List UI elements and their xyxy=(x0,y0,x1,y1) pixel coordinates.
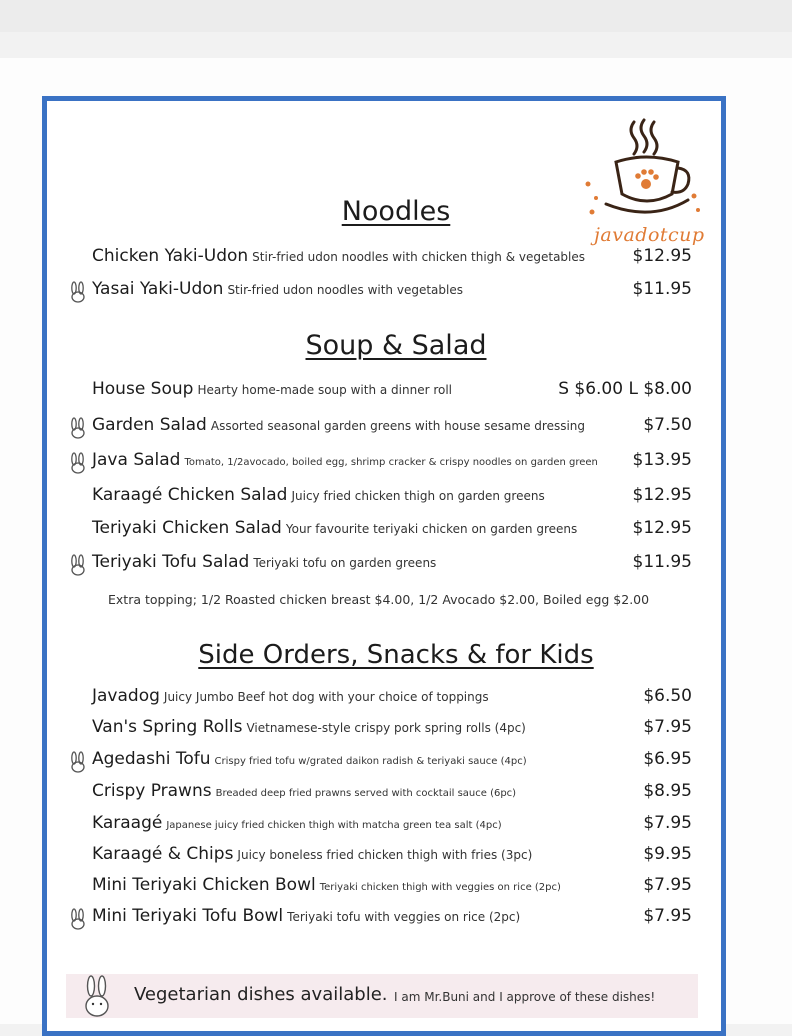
item-price: $6.50 xyxy=(643,686,692,706)
item-price: $8.95 xyxy=(643,781,692,801)
item-desc: Teriyaki chicken thigh with veggies on rice (2pc) xyxy=(319,882,561,893)
menu-item xyxy=(92,906,692,934)
item-desc: Breaded deep fried prawns served with cocktail sauce (6pc) xyxy=(215,788,517,799)
item-name: House Soup xyxy=(92,379,194,399)
bunny-icon xyxy=(68,908,88,930)
item-name: Teriyaki Tofu Salad xyxy=(92,552,250,572)
item-name: Agedashi Tofu xyxy=(92,749,211,769)
logo-text: javadotcup xyxy=(594,224,705,246)
item-price: $12.95 xyxy=(632,485,692,505)
scan-top-band xyxy=(0,0,792,32)
item-name: Teriyaki Chicken Salad xyxy=(92,518,282,538)
bunny-icon xyxy=(68,452,88,474)
item-name: Crispy Prawns xyxy=(92,781,212,801)
menu-item xyxy=(92,415,692,443)
menu-item xyxy=(92,749,692,777)
section-title-noodles: Noodles xyxy=(341,196,451,227)
item-price: $7.95 xyxy=(643,875,692,895)
extra-topping-note: Extra topping; 1/2 Roasted chicken breast $4.00, 1/2 Avocado $2.00, Boiled egg $2.00 xyxy=(108,592,650,607)
item-name: Van's Spring Rolls xyxy=(92,717,243,737)
item-desc: Juicy fried chicken thigh on garden greens xyxy=(291,489,545,503)
footer-mr-buni-note: I am Mr.Buni and I approve of these dishes! xyxy=(394,990,656,1004)
item-name: Garden Salad xyxy=(92,415,207,435)
item-desc: Vietnamese-style crispy pork spring rolls (4pc) xyxy=(246,721,526,735)
item-desc: Crispy fried tofu w/grated daikon radish & teriyaki sauce (4pc) xyxy=(214,756,527,767)
item-name: Mini Teriyaki Chicken Bowl xyxy=(92,875,316,895)
item-desc: Assorted seasonal garden greens with house sesame dressing xyxy=(210,419,586,433)
section-title-soup-salad: Soup & Salad xyxy=(305,330,487,361)
item-desc: Your favourite teriyaki chicken on garden greens xyxy=(285,522,578,536)
item-price: S $6.00 L $8.00 xyxy=(558,379,692,399)
item-desc: Stir-fried udon noodles with vegetables xyxy=(227,283,463,297)
item-name: Karaagé xyxy=(92,813,163,833)
menu-item xyxy=(92,844,692,872)
item-name: Yasai Yaki-Udon xyxy=(92,279,224,299)
menu-item xyxy=(92,813,692,841)
menu-item xyxy=(92,552,692,580)
menu-item xyxy=(92,717,692,745)
bunny-icon xyxy=(80,974,114,1018)
item-price: $7.50 xyxy=(643,415,692,435)
item-desc: Japanese juicy fried chicken thigh with matcha green tea salt (4pc) xyxy=(166,820,502,831)
item-desc: Juicy boneless fried chicken thigh with fries (3pc) xyxy=(237,848,533,862)
item-desc: Stir-fried udon noodles with chicken thigh & vegetables xyxy=(252,250,586,264)
menu-item xyxy=(92,781,692,809)
menu-item xyxy=(92,379,692,407)
menu-item xyxy=(92,279,692,307)
item-price: $12.95 xyxy=(632,246,692,266)
menu-item xyxy=(92,485,692,513)
item-desc: Tomato, 1/2avocado, boiled egg, shrimp cracker & crispy noodles on garden green xyxy=(184,457,598,468)
item-price: $11.95 xyxy=(632,552,692,572)
footer-vegetarian-note: Vegetarian dishes available. xyxy=(134,984,388,1005)
item-name: Mini Teriyaki Tofu Bowl xyxy=(92,906,284,926)
item-name: Javadog xyxy=(92,686,160,706)
item-desc: Juicy Jumbo Beef hot dog with your choice of toppings xyxy=(163,690,489,704)
bunny-icon xyxy=(68,417,88,439)
item-price: $13.95 xyxy=(632,450,692,470)
item-name: Karaagé Chicken Salad xyxy=(92,485,288,505)
item-name: Karaagé & Chips xyxy=(92,844,234,864)
item-price: $11.95 xyxy=(632,279,692,299)
item-price: $6.95 xyxy=(643,749,692,769)
item-desc: Teriyaki tofu with veggies on rice (2pc) xyxy=(287,910,521,924)
item-price: $7.95 xyxy=(643,813,692,833)
section-title-side-orders: Side Orders, Snacks & for Kids xyxy=(198,640,594,670)
bunny-icon xyxy=(68,751,88,773)
item-price: $7.95 xyxy=(643,717,692,737)
item-desc: Teriyaki tofu on garden greens xyxy=(253,556,437,570)
item-price: $9.95 xyxy=(643,844,692,864)
menu-item xyxy=(92,450,692,478)
item-price: $7.95 xyxy=(643,906,692,926)
item-name: Java Salad xyxy=(92,450,181,470)
item-name: Chicken Yaki-Udon xyxy=(92,246,249,266)
menu-item xyxy=(92,246,692,274)
item-desc: Hearty home-made soup with a dinner roll xyxy=(197,383,453,397)
bunny-icon xyxy=(68,281,88,303)
menu-item xyxy=(92,518,692,546)
menu-item xyxy=(92,875,692,903)
menu-item xyxy=(92,686,692,714)
item-price: $12.95 xyxy=(632,518,692,538)
bunny-icon xyxy=(68,554,88,576)
